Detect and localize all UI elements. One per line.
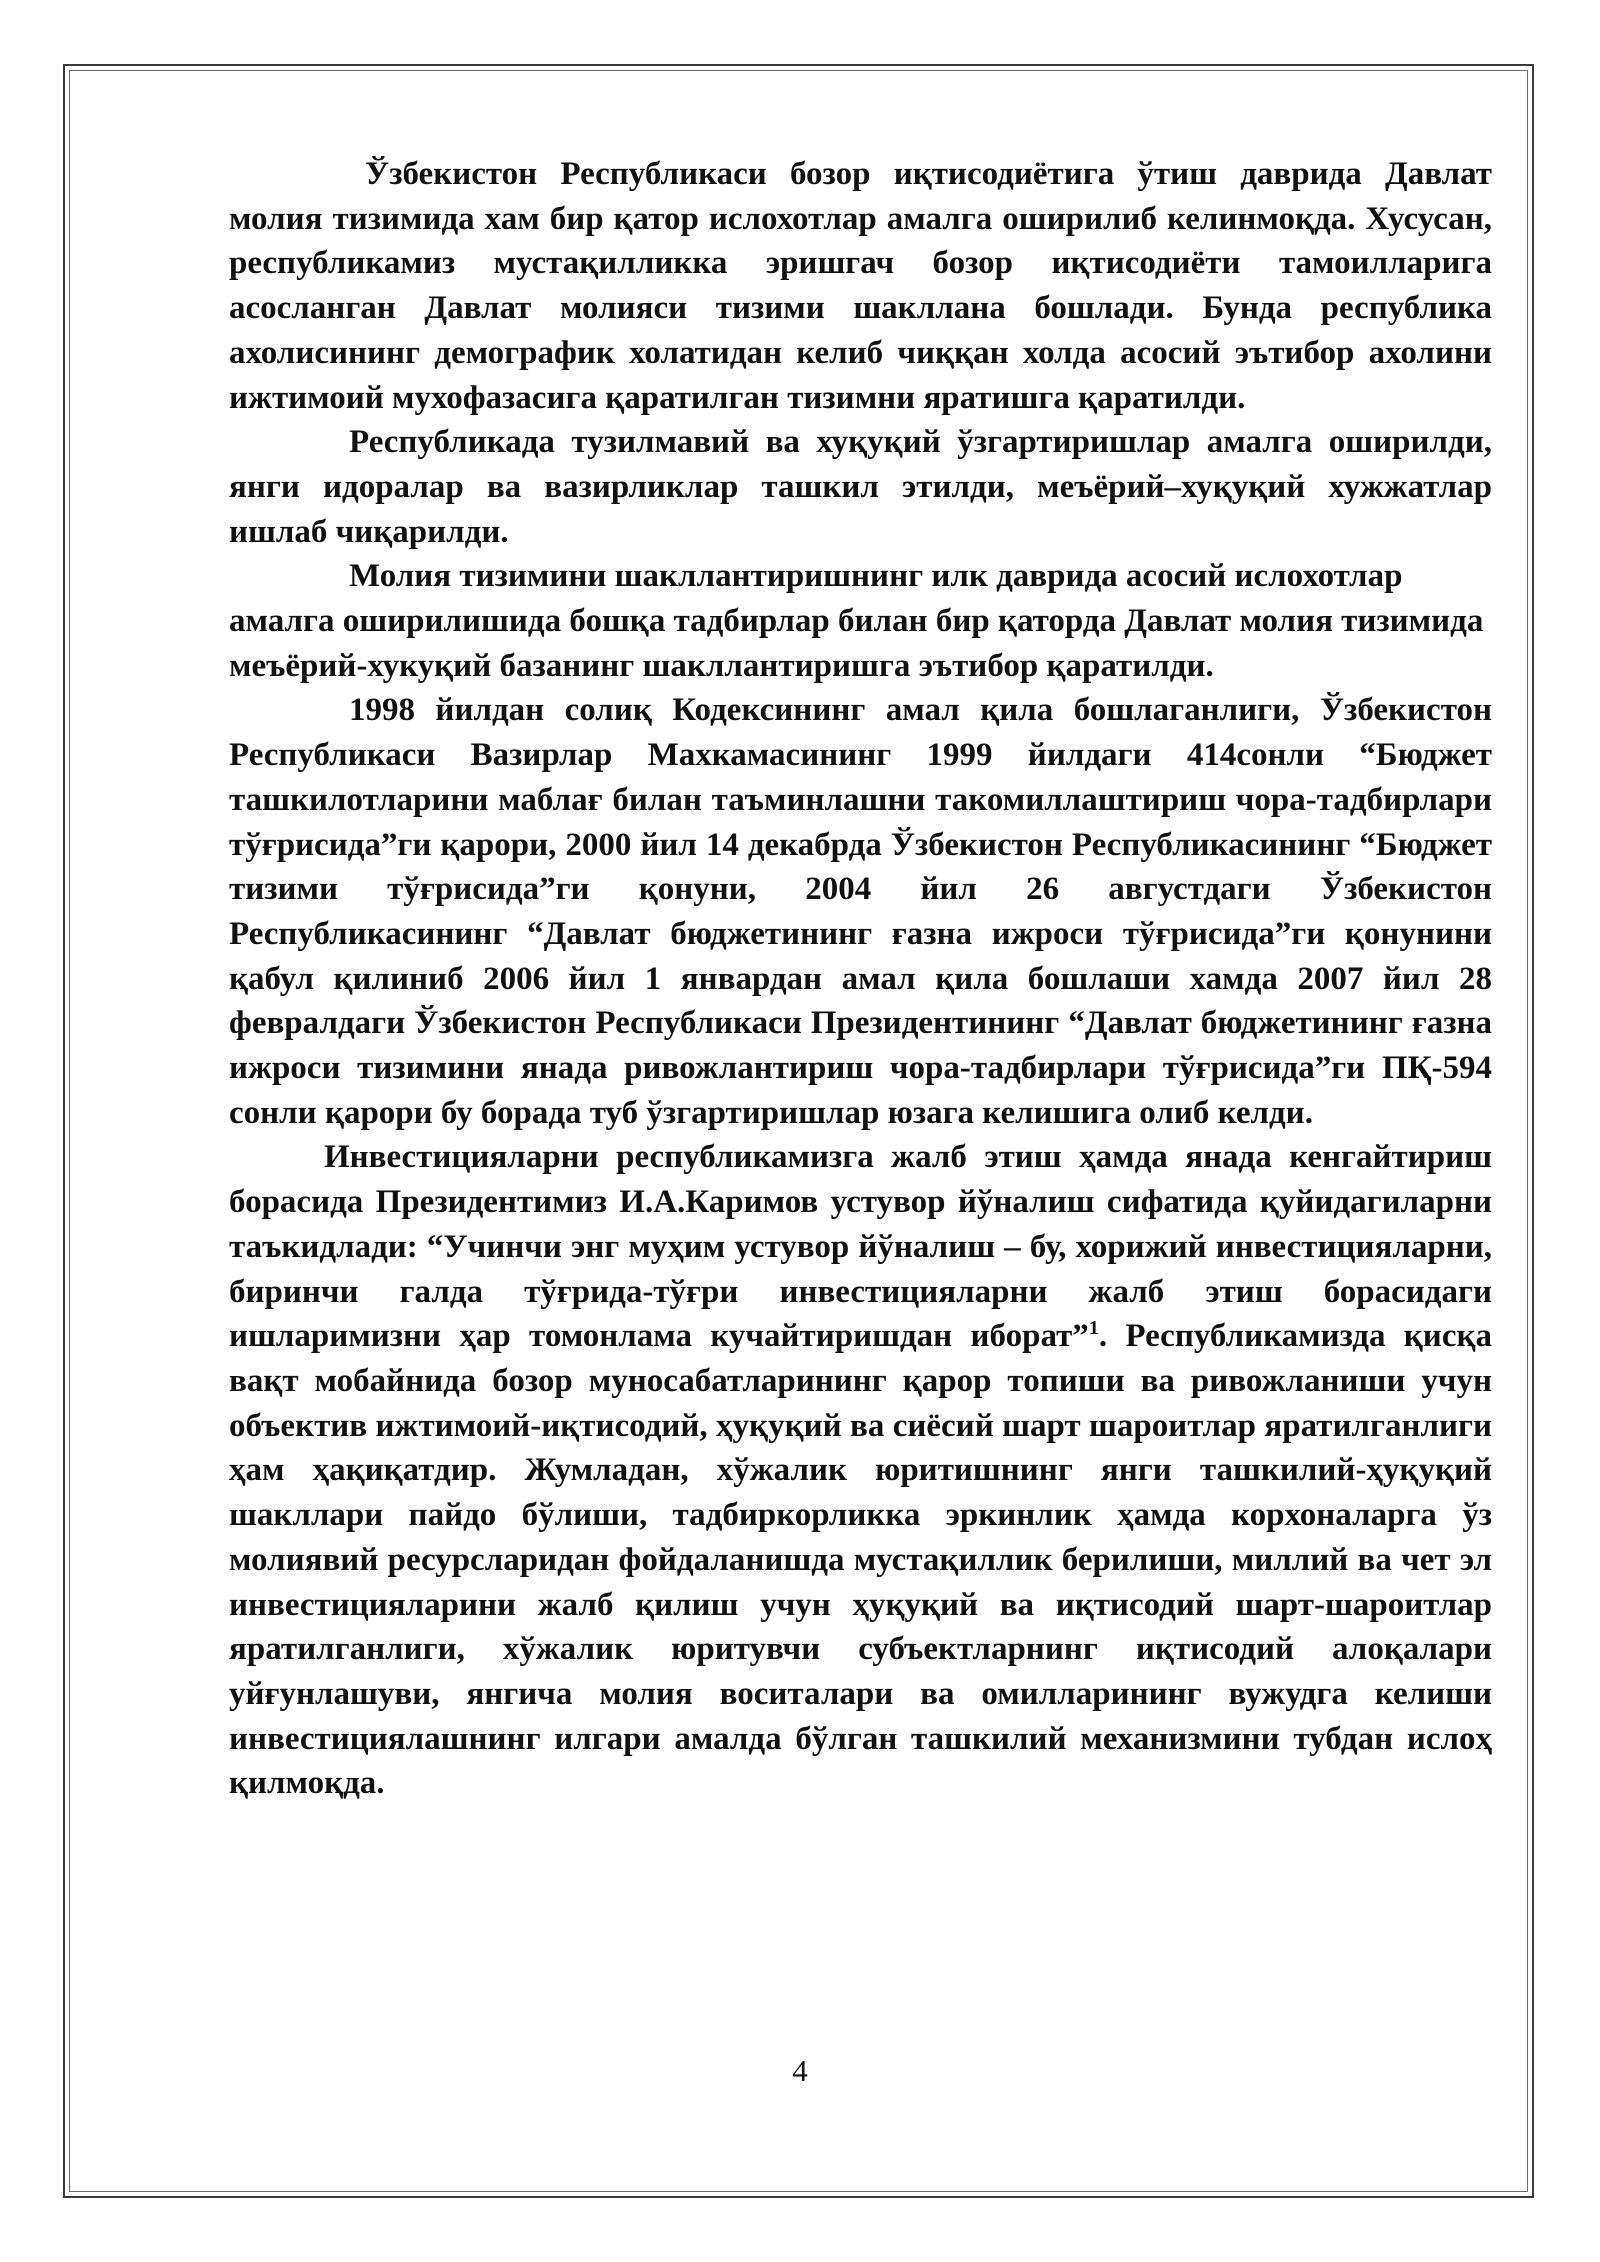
paragraph-1: Ўзбекистон Республикаси бозор иқтисодиётига ўтиш даврида Давлат молия тизимида хам бир қатор ислохотлар амалга оширилиб келинмоқда. Хусусан, республикамиз мустақилликка эришгач бозор иқтисодиёти тамоилларига асосланган Давлат молияси тизими шакллана бошлади. Бунда республика ахолисининг демографик холатидан келиб чиққан холда асосий эътибор ахолини ижтимоий мухофазасига қаратилган тизимни яратишга қаратилди. bbox=[229, 156, 1492, 416]
paragraph-2: Республикада тузилмавий ва хуқуқий ўзгартиришлар амалга оширилди, янги идоралар ва вазирликлар ташкил этилди, меъёрий–хуқуқий хужжатлар ишлаб чиқарилди. bbox=[229, 424, 1492, 550]
paragraph-5-part-2: . Республикамизда қисқа вақт мобайнида бозор муносабатларининг қарор топиши ва ривожланиши учун объектив ижтимоий-иқтисодий, ҳуқуқий ва сиёсий шарт шароитлар яратилганлиги ҳам ҳақиқатдир. Жумладан, хўжалик юритишнинг янги ташкилий-ҳуқуқий шакллари пайдо бўлиши, тадбиркорликка эркинлик ҳамда корхоналарга ўз молиявий ресурсларидан фойдаланишда мустақиллик берилиши, миллий ва чет эл инвестицияларини жалб қилиш учун ҳуқуқий ва иқтисодий шарт-шароитлар яратилганлиги, хўжалик юритувчи субъектларнинг иқтисодий алоқалари уйғунлашуви, янгича молия воситалари ва омилларининг вужудга келиши инвестициялашнинг илгари амалда бўлган ташкилий механизмини тубдан ислоҳ қилмоқда. bbox=[229, 1318, 1492, 1802]
page-number: 4 bbox=[792, 2053, 808, 2088]
document-body bbox=[229, 152, 1492, 1806]
footnote-marker: 1 bbox=[1088, 1317, 1099, 1340]
paragraph-5-part-1: Инвестицияларни республикамизга жалб этиш ҳамда янада кенгайтириш борасида Президентимиз И.А.Каримов устувор йўналиш сифатида қуйидагиларни таъкидлади: “Учинчи энг муҳим устувор йўналиш – бу, хорижий инвестицияларни, биринчи галда тўғрида-тўғри инвестицияларни жалб этиш борасидаги ишларимизни ҳар томонлама кучайтиришдан иборат” bbox=[229, 1139, 1492, 1355]
paragraph-4: 1998 йилдан солиқ Кодексининг амал қила бошлаганлиги, Ўзбекистон Республикаси Вазирлар Махкамасининг 1999 йилдаги 414сонли “Бюджет ташкилотларини маблағ билан таъминлашни такомиллаштириш чора-тадбирлари тўғрисида”ги қарори, 2000 йил 14 декабрда Ўзбекистон Республикасининг “Бюджет тизими тўғрисида”ги қонуни, 2004 йил 26 августдаги Ўзбекистон Республикасининг “Давлат бюджетининг ғазна ижроси тўғрисида”ги қонунини қабул қилиниб 2006 йил 1 январдан амал қила бошлаши хамда 2007 йил 28 февралдаги Ўзбекистон Республикаси Президентининг “Давлат бюджетининг ғазна ижроси тизимини янада ривожлантириш чора-тадбирлари тўғрисида”ги ПҚ-594 сонли қарори бу борада туб ўзгартиришлар юзага келишига олиб келди. bbox=[229, 692, 1492, 1131]
paragraph-3: Молия тизимини шакллантиришнинг илк даврида асосий ислохотлар амалга оширилишида бошқа тадбирлар билан бир қаторда Давлат молия тизимида меъёрий-хукуқий базанинг шакллантиришга эътибор қаратилди. bbox=[229, 558, 1484, 684]
paragraph-5 bbox=[229, 1135, 1492, 1806]
